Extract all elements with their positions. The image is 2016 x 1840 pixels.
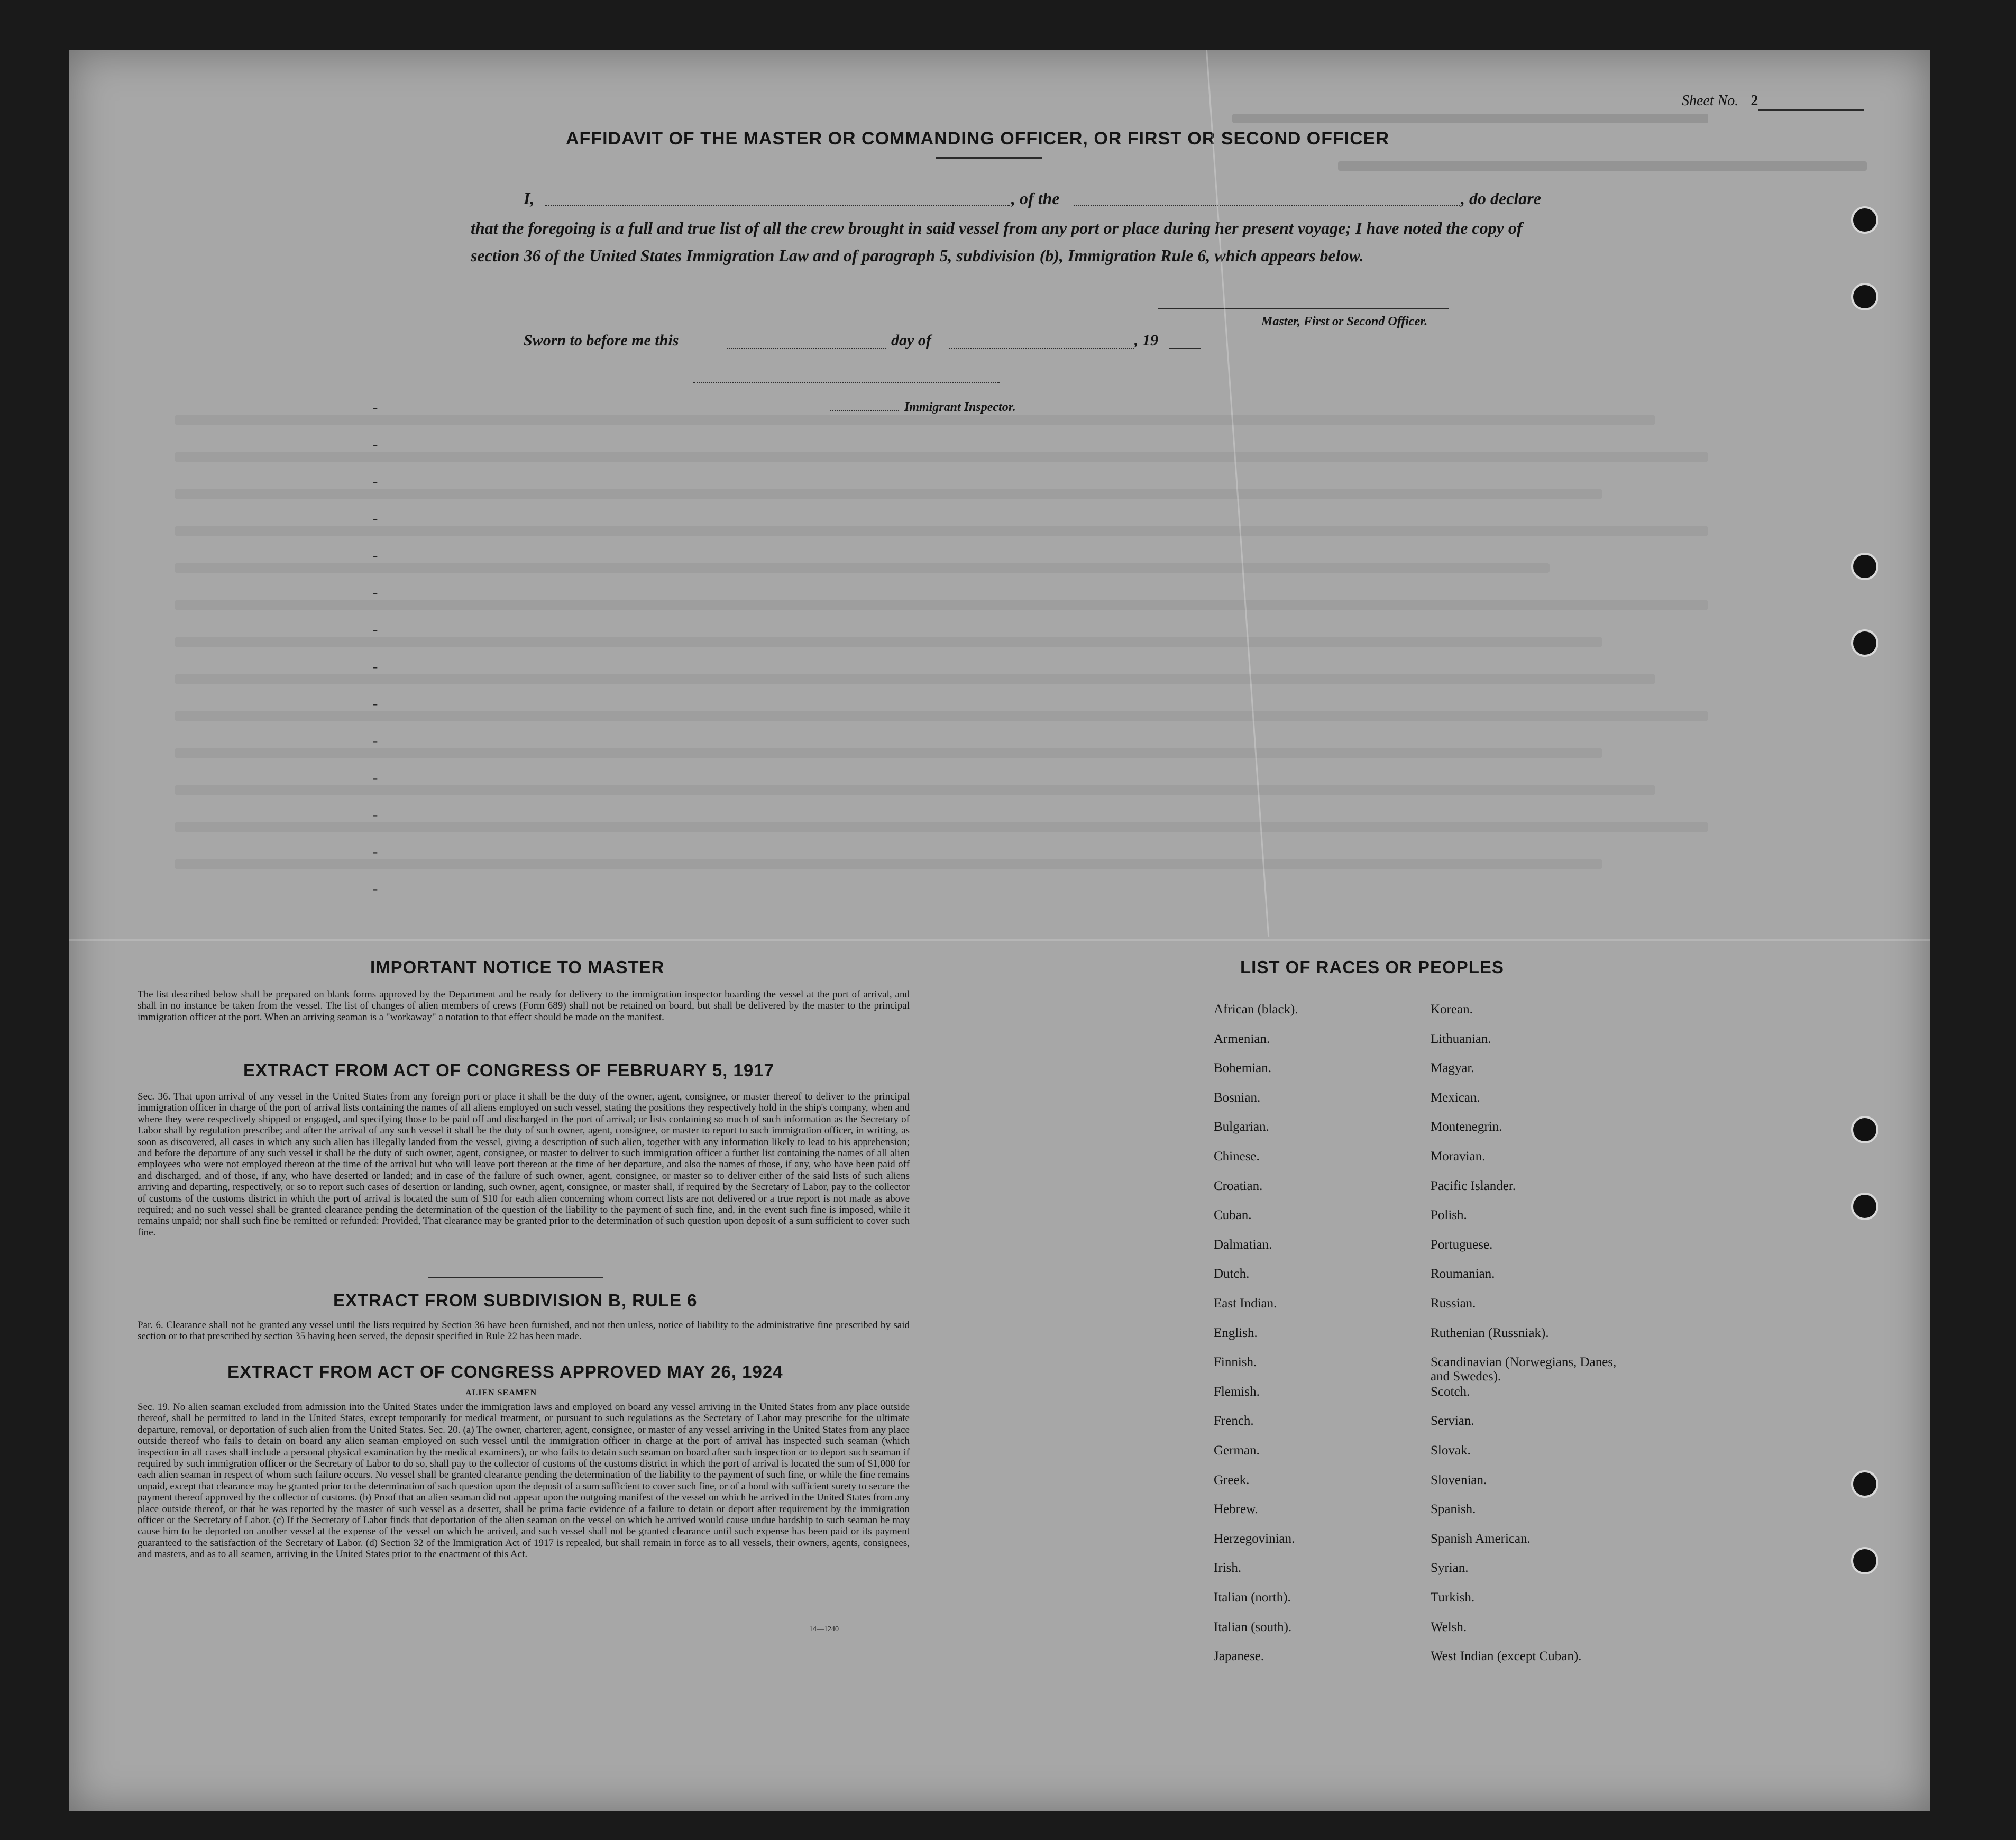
race-item: Lithuanian.	[1431, 1031, 1491, 1046]
race-item: Roumanian.	[1431, 1267, 1495, 1281]
section-rule	[428, 1277, 603, 1278]
extract-1917-title: EXTRACT FROM ACT OF CONGRESS OF FEBRUARY 5, 1917	[243, 1060, 774, 1080]
fold-crease-horizontal	[69, 939, 1930, 941]
race-item: West Indian (except Cuban).	[1431, 1649, 1582, 1664]
row-marker: -	[373, 399, 378, 416]
race-item: French.	[1214, 1414, 1254, 1429]
race-item: Armenian.	[1214, 1031, 1270, 1046]
extract-rule6-text: Par. 6. Clearance shall not be granted any vessel until the lists required by Section 36 have been furnished, and not then unless, notice of liability to the administrative fine prescribed by said section or to that prescribed by section 35 having been served, the deposit specified in Rule 22 has been made.	[138, 1320, 910, 1342]
race-item: Mexican.	[1431, 1090, 1480, 1105]
race-item: Japanese.	[1214, 1649, 1264, 1664]
race-item: Slovenian.	[1431, 1472, 1487, 1487]
notice-text: The list described below shall be prepared on blank forms approved by the Department and be ready for delivery to the immigration inspector boarding the vessel at the port of arrival, and shall in no instance be taken from the vessel. The list of changes of alien members of crews (Form 689) shall not be retained on board, but shall be delivered by the master to the principal immigration officer at the port. When an arriving seaman is a "workaway" a notation to that effect should be made on the manifest.	[138, 989, 910, 1023]
row-marker: -	[373, 770, 378, 786]
race-item: Servian.	[1431, 1414, 1474, 1429]
bleed-through-texture	[69, 50, 1930, 896]
master-signature-caption: Master, First or Second Officer.	[1261, 315, 1428, 328]
race-item: African (black).	[1214, 1002, 1298, 1017]
sworn-month-field	[949, 348, 1134, 349]
races-title: LIST OF RACES OR PEOPLES	[1240, 957, 1504, 977]
inspector-signature-line	[693, 382, 1000, 383]
master-signature-line	[1158, 308, 1449, 309]
race-item: Scotch.	[1431, 1384, 1470, 1399]
affidavit-do-declare: , do declare	[1461, 189, 1541, 208]
form-number: 14—1240	[809, 1625, 839, 1633]
row-marker: -	[373, 510, 378, 527]
sheet-number-line	[1758, 109, 1864, 111]
race-item: English.	[1214, 1325, 1258, 1340]
race-item: East Indian.	[1214, 1296, 1277, 1311]
binder-hole	[1851, 1116, 1878, 1143]
binder-hole	[1851, 553, 1878, 580]
row-marker: -	[373, 547, 378, 564]
race-item: Korean.	[1431, 1002, 1473, 1017]
race-item: Hebrew.	[1214, 1502, 1258, 1517]
extract-1924-title: EXTRACT FROM ACT OF CONGRESS APPROVED MAY 26, 1924	[227, 1362, 783, 1381]
affidavit-i-label: I,	[524, 189, 535, 208]
extract-1924-subtitle: ALIEN SEAMEN	[465, 1388, 537, 1397]
year-field	[1169, 348, 1201, 349]
race-item: Italian (south).	[1214, 1619, 1292, 1634]
sheet-number-value: 2	[1751, 93, 1758, 109]
race-item: Dutch.	[1214, 1267, 1250, 1281]
day-of-label: day of	[891, 332, 931, 349]
sheet-number	[1682, 93, 1758, 109]
affidavit-of-the: , of the	[1011, 189, 1060, 208]
binder-hole	[1851, 1470, 1878, 1498]
race-item: Cuban.	[1214, 1208, 1252, 1223]
race-item: Chinese.	[1214, 1149, 1260, 1164]
race-item: Syrian.	[1431, 1561, 1469, 1576]
row-marker: -	[373, 436, 378, 453]
inspector-dots	[830, 410, 899, 411]
race-item: Scandinavian (Norwegians, Danes, and Swedes).	[1431, 1355, 1617, 1384]
race-item: Pacific Islander.	[1431, 1178, 1516, 1193]
binder-hole	[1851, 1547, 1878, 1574]
race-item: Montenegrin.	[1431, 1120, 1502, 1134]
inspector-caption: Immigrant Inspector.	[904, 400, 1016, 414]
row-marker: -	[373, 733, 378, 749]
race-item: Flemish.	[1214, 1384, 1260, 1399]
race-item: Spanish American.	[1431, 1531, 1531, 1546]
extract-rule6-title: EXTRACT FROM SUBDIVISION B, RULE 6	[333, 1290, 698, 1310]
row-marker: -	[373, 584, 378, 601]
race-item: Bulgarian.	[1214, 1120, 1269, 1134]
race-item: Spanish.	[1431, 1502, 1476, 1517]
race-item: Finnish.	[1214, 1355, 1257, 1370]
race-item: Moravian.	[1431, 1149, 1486, 1164]
row-marker: -	[373, 844, 378, 860]
race-item: Herzegovinian.	[1214, 1531, 1295, 1546]
row-marker: -	[373, 621, 378, 638]
sworn-day-field	[727, 348, 886, 349]
row-marker: -	[373, 658, 378, 675]
race-item: Slovak.	[1431, 1443, 1471, 1458]
race-item: Polish.	[1431, 1208, 1467, 1223]
year-prefix: , 19	[1134, 332, 1158, 349]
row-marker: -	[373, 473, 378, 490]
race-item: Bohemian.	[1214, 1061, 1272, 1076]
notice-title: IMPORTANT NOTICE TO MASTER	[370, 957, 665, 977]
race-item: Italian (north).	[1214, 1590, 1291, 1605]
race-item: Irish.	[1214, 1561, 1242, 1576]
sworn-label: Sworn to before me this	[524, 332, 679, 349]
race-item: Portuguese.	[1431, 1237, 1493, 1252]
name-field	[545, 205, 1010, 206]
race-item: Magyar.	[1431, 1061, 1474, 1076]
race-item: Greek.	[1214, 1472, 1250, 1487]
binder-hole	[1851, 283, 1878, 310]
race-item: German.	[1214, 1443, 1260, 1458]
extract-1924-text: Sec. 19. No alien seaman excluded from admission into the United States under the immigration laws and employed on board any vessel arriving in the United States from any place outside thereof, shall be permitted to land in the United States, except temporarily for medical treatment, or pursuant to such regulations as the Secretary of Labor may prescribe for the ultimate departure, removal, or deportation of such alien from the United States. Sec. 20. (a) The owner, charterer, agent, consignee, or master of any vessel arriving in the United States from any place outside thereof who fails to detain on board any alien seaman employed on such vessel until the immigration officer in charge at the port of arrival has inspected such seaman (which inspection in all cases shall include a personal physical examination by the medical examiners), or who fails to detain such seaman on board after such inspection or to deport such seaman if required by such immigration officer or the Secretary of Labor to do so, shall pay to the collector of customs of the customs district in which the port of arrival is located the sum of $1,000 for each alien seaman in respect of whom such failure occurs. No vessel shall be granted clearance pending the determination of the liability to the payment of such fine, or while the fine remains unpaid, except that clearance may be granted prior to the determination of such question upon the deposit of a sum sufficient to cover such fine, or of a bond with sufficient surety to secure the payment thereof approved by the collector of customs. (b) Proof that an alien seaman did not appear upon the outgoing manifest of the vessel on which he arrived in the United States from any place outside thereof, or that he was reported by the master of such vessel as a deserter, shall be prima facie evidence of a failure to detain or deport after requirement by the immigration officer or the Secretary of Labor. (c) If the Secretary of Labor finds that deportation of the alien seaman on the vessel on which he arrived would cause undue hardship to such seaman he may cause him to be deported on another vessel at the expense of the vessel on which he arrived, and such vessel shall not be granted clearance until such expense has been paid or its payment guaranteed to the satisfaction of the Secretary of Labor. (d) Section 32 of the Immigration Act of 1917 is repealed, but shall remain in force as to all vessels, their owners, agents, consignees, and masters, and as to all seamen, arriving in the United States prior to the enactment of this Act.	[138, 1402, 910, 1560]
row-marker: -	[373, 695, 378, 712]
document-sheet	[69, 50, 1930, 1811]
binder-hole	[1851, 1193, 1878, 1220]
affidavit-title: AFFIDAVIT OF THE MASTER OR COMMANDING OFFICER, OR FIRST OR SECOND OFFICER	[566, 129, 1389, 149]
vessel-field	[1074, 205, 1460, 206]
row-marker: -	[373, 807, 378, 823]
race-item: Turkish.	[1431, 1590, 1475, 1605]
title-rule	[936, 157, 1042, 159]
race-item: Dalmatian.	[1214, 1237, 1272, 1252]
sheet-number-label: Sheet No.	[1682, 93, 1739, 109]
extract-1917-text: Sec. 36. That upon arrival of any vessel in the United States from any foreign port or place it shall be the duty of the owner, agent, consignee, or master thereof to deliver to the principal immigration officer in charge of the port of arrival lists containing the names of all aliens employed on such vessel, stating the positions they respectively hold in the ship's company, when and where they were respectively shipped or engaged, and specifying those to be paid off and discharged in the port of arrival; or lists containing so much of such information as the Secretary of Labor shall by regulation prescribe; and after the arrival of any such vessel it shall be the duty of such owner, agent, consignee, or master to report to such immigration officer, in writing, as soon as discovered, all cases in which any such alien has illegally landed from the vessel, giving a description of such alien, together with any information likely to lead to his apprehension; and before the departure of any such vessel it shall be the duty of such owner, agent, consignee, or master to deliver to such immigration officer a further list containing the names of all alien employees who were not employed thereon at the time of the arrival but who will leave port thereon at the time of her departure, and also the names of those, if any, who have been paid off and discharged, and of those, if any, who have deserted or landed; and in case of the failure of such owner, agent, consignee, or master so to deliver either of the said lists of such aliens arriving and departing, respectively, or so to report such cases of desertion or landing, such owner, agent, consignee, or master shall, if required by the Secretary of Labor, pay to the collector of customs of the customs district in which the port of arrival is located the sum of $10 for each alien concerning whom correct lists are not delivered or a true report is not made as above required; and no such vessel shall be granted clearance pending the determination of the question of the liability to the payment of such fine, and, in the event such fine is imposed, while it remains unpaid; nor shall such fine be remitted or refunded: Provided, That clearance may be granted prior to the determination of such question upon deposit of a sum sufficient to cover such fine.	[138, 1091, 910, 1238]
race-item: Ruthenian (Russniak).	[1431, 1325, 1549, 1340]
affidavit-body: that the foregoing is a full and true list of all the crew brought in said vessel from any port or place during her present voyage; I have noted the copy of section 36 of the United States Immigration Law and of paragraph 5, subdivision (b), Immigration Rule 6, which appears below.	[471, 218, 1523, 265]
row-marker: -	[373, 881, 378, 897]
race-item: Welsh.	[1431, 1619, 1467, 1634]
race-item: Russian.	[1431, 1296, 1476, 1311]
race-item: Croatian.	[1214, 1178, 1263, 1193]
race-item: Bosnian.	[1214, 1090, 1261, 1105]
binder-hole	[1851, 206, 1878, 234]
binder-hole	[1851, 629, 1878, 657]
